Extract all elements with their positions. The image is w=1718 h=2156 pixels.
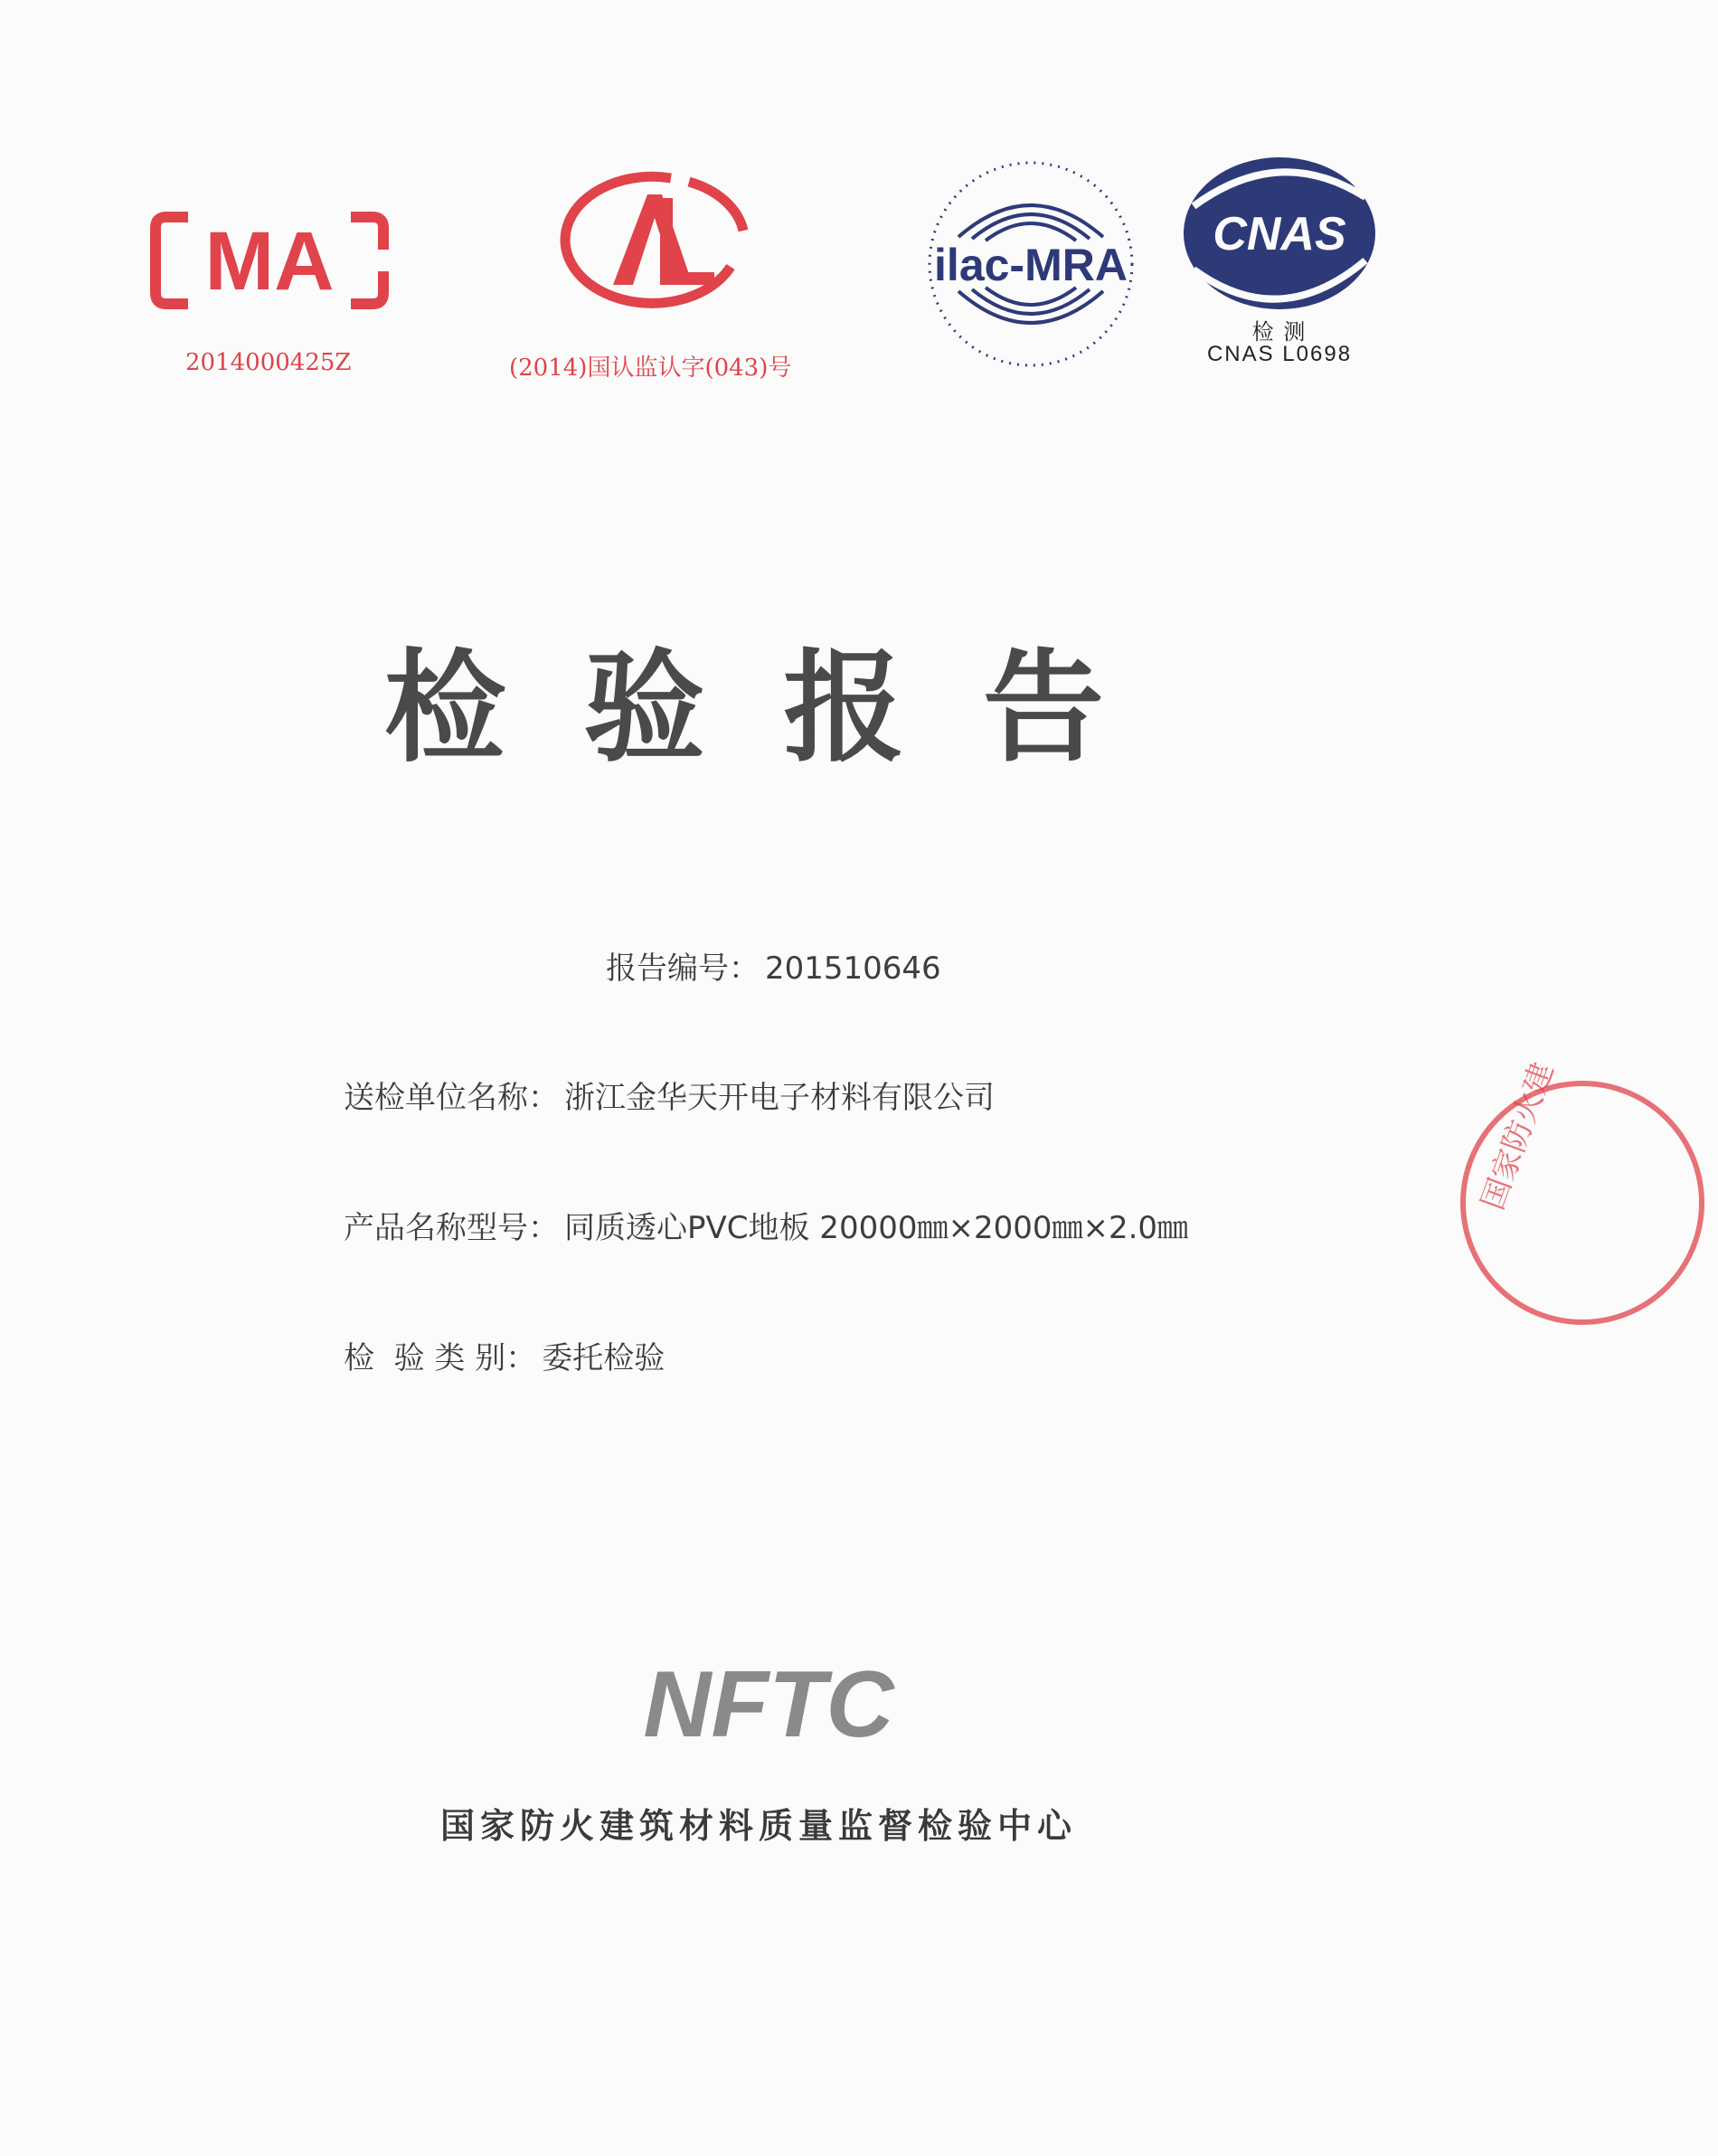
ilac-mra-text: ilac-MRA	[934, 240, 1128, 290]
cal-logo	[553, 167, 752, 312]
cnas-caption-number: CNAS L0698	[1206, 342, 1353, 366]
client-value: 浙江金华天开电子材料有限公司	[564, 1080, 995, 1116]
inspection-type-value: 委托检验	[542, 1340, 665, 1376]
cnas-logo-text: CNAS	[1213, 208, 1346, 260]
cma-logo	[152, 206, 387, 315]
product-line	[344, 1203, 1188, 1247]
organization-name: 国家防火建筑材料质量监督检验中心	[440, 1806, 1078, 1846]
official-stamp	[1447, 1057, 1562, 1329]
stamp-text: 国家防火建	[1474, 1057, 1562, 1215]
report-number-label: 报告编号：	[606, 950, 760, 987]
product-value: 同质透心PVC地板 20000㎜×2000㎜×2.0㎜	[564, 1210, 1189, 1246]
report-number-line	[606, 943, 941, 988]
cnas-logo	[1175, 152, 1383, 315]
ilac-mra-logo	[922, 156, 1139, 373]
cal-caption: (2014)国认监认字(043)号	[509, 355, 792, 382]
cma-caption: 2014000425Z	[185, 349, 352, 376]
inspection-type-label: 检 验 类 别：	[344, 1340, 537, 1376]
client-line	[344, 1073, 995, 1117]
client-label: 送检单位名称：	[344, 1080, 559, 1116]
cma-logo-text: MA	[204, 215, 335, 307]
cnas-caption-test: 检 测	[1251, 320, 1307, 345]
report-number-value: 201510646	[765, 950, 941, 987]
report-title: 检 验 报 告	[384, 638, 1122, 779]
nftc-logo-text: NFTC	[643, 1652, 894, 1757]
inspection-type-line	[344, 1333, 665, 1377]
nftc-logo	[615, 1652, 922, 1757]
product-label: 产品名称型号：	[344, 1210, 559, 1246]
